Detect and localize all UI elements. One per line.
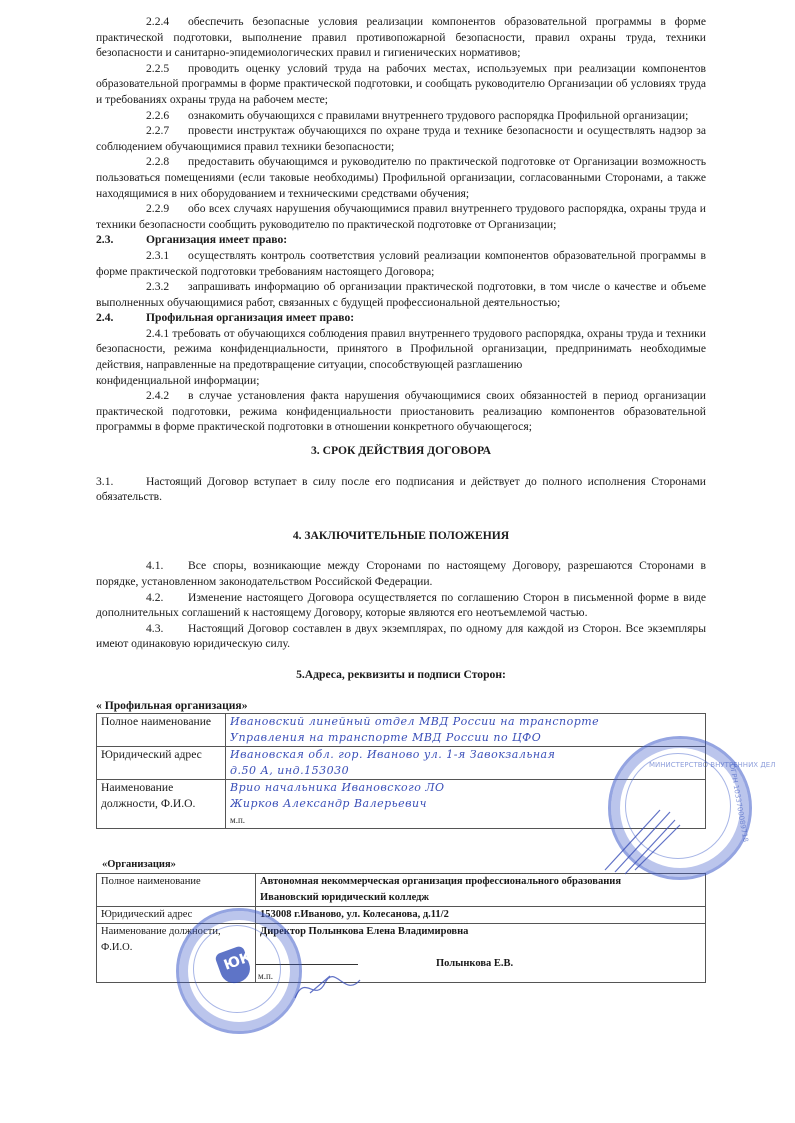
clause-2-4-1-tail: конфиденциальной информации; — [96, 373, 260, 387]
clause-4-3: 4.3. Настоящий Договор составлен в двух экземплярах, по одному для каждой из Сторон. Все экземпляры имеют одинаковую юридическую силу. — [96, 621, 706, 651]
row-value: 153008 г.Иваново, ул. Колесанова, д.11/2 — [256, 906, 706, 923]
heading-2-4: 2.4. Профильная организация имеет право: — [96, 311, 355, 325]
college-logo-icon: ЮК — [214, 945, 254, 987]
profile-org-label: « Профильная организация» — [96, 698, 248, 712]
org-label: «Организация» — [102, 859, 176, 871]
section-3-title: 3. СРОК ДЕЙСТВИЯ ДОГОВОРА — [311, 444, 491, 458]
row-label: Полное наименование — [97, 714, 226, 747]
contract-page — [96, 14, 706, 983]
seal-place-label: м.п. — [258, 970, 274, 981]
row-label: Юридический адрес — [97, 747, 226, 780]
clause-4-1: 4.1. Все споры, возникающие между Сторонами по настоящему Договору, разрешаются Сторонами в порядке, установленном законодательством Российской Федерации. — [96, 559, 706, 588]
clause-2-3-1: 2.3.1 осуществлять контроль соответствия условий реализации компонентов образовательной программы в форме практической подготовки требованиям настоящего Договора; — [96, 248, 706, 278]
row-value: Ивановский линейный отдел МВД России на транспорте Управления на транспорте МВД России по ЦФО — [226, 714, 706, 747]
row-label: Наименование должности, Ф.И.О. — [97, 923, 256, 982]
clause-2-2-5: 2.2.5 проводить оценку условий труда на рабочих местах, используемых при реализации компонентов образовательной программы в форме практической подготовки, и сообщать руководителю Организации об условиях труда и требованиях охраны труда на рабочем месте; — [96, 61, 706, 106]
clause-2-2-7: 2.2.7 провести инструктаж обучающихся по охране труда и технике безопасности и осуществлять надзор за соблюдением обучающимися правил техники безопасности; — [96, 124, 706, 153]
row-label: Наименование должности, Ф.И.О. — [97, 780, 226, 829]
profile-org-stamp-icon: МИНИСТЕРСТВО ВНУТРЕННИХ ДЕЛ ОГРН 1033700089718 — [608, 736, 752, 880]
heading-2-3: 2.3. Организация имеет право: — [96, 233, 288, 247]
row-value: Врио начальника Ивановского ЛО Жирков Александр Валерьевич м.п. — [226, 780, 706, 829]
clause-2-4-1: 2.4.1 требовать от обучающихся соблюдения правил внутреннего трудового распорядка, охраны труда и техники безопасности, режима конфиденциальности, принятого в Профильной организации, предпринимать необходимые действия, направленные на предотвращение ситуации, способствующей разглашению — [96, 326, 706, 372]
section-5-title: 5.Адреса, реквизиты и подписи Сторон: — [296, 667, 506, 681]
org-table — [96, 873, 706, 983]
table-row — [97, 747, 706, 780]
signer-name: Полынкова Е.В. — [436, 957, 514, 969]
table-row — [97, 873, 706, 906]
profile-org-table — [96, 713, 706, 829]
clause-2-4-2: 2.4.2 в случае установления факта нарушения обучающимися своих обязанностей в период организации практической подготовки, режима конфиденциальности приостановить реализацию компонентов образовательной программы в форме практической подготовки в отношении конкретного обучающегося; — [96, 389, 706, 434]
row-value: Ивановская обл. гор. Иваново ул. 1-я Завокзальная д.50 А, инд.153030 — [226, 747, 706, 780]
table-row — [97, 714, 706, 747]
row-label: Юридический адрес — [97, 906, 256, 923]
section-4-title: 4. ЗАКЛЮЧИТЕЛЬНЫЕ ПОЛОЖЕНИЯ — [292, 528, 510, 542]
clause-2-2-9: 2.2.9 обо всех случаях нарушения обучающимися правил внутреннего трудового распорядка, охраны труда и техники безопасности сообщить руководителю по практической подготовке от Организации; — [96, 202, 706, 231]
clause-4-2: 4.2. Изменение настоящего Договора осуществляется по соглашению Сторон в письменной форме в виде дополнительных соглашений к настоящему Договору, которые являются его неотъемлемой частью. — [96, 590, 706, 620]
clause-2-2-8: 2.2.8 предоставить обучающимся и руководителю по практической подготовке от Организации возможность пользоваться помещениями (если таковые необходимы) Профильной организации, согласованными Сторонами, а также находящимися в них оборудованием и техническими средствами обучения; — [96, 155, 706, 200]
table-row — [97, 923, 706, 982]
row-value: Директор Полынкова Елена Владимировна Полынкова Е.В. м.п. — [256, 923, 706, 982]
clause-2-2-6: 2.2.6 ознакомить обучающихся с правилами внутреннего трудового распорядка Профильной организации; — [146, 108, 689, 122]
clause-3-1: 3.1. Настоящий Договор вступает в силу после его подписания и действует до полного исполнения Сторонами обязательств. — [96, 474, 706, 504]
row-label: Полное наименование — [97, 873, 256, 906]
seal-place-label: м.п. — [230, 815, 246, 826]
signature-line — [256, 964, 358, 965]
table-row — [97, 906, 706, 923]
table-row — [97, 780, 706, 829]
clause-2-3-2: 2.3.2 запрашивать информацию об организации практической подготовки, в том числе о качестве и объеме выполненных обучающимися работ, связанных с будущей профессиональной деятельностью; — [96, 280, 706, 309]
row-value: Автономная некоммерческая организация профессионального образования Ивановский юридический колледж — [256, 873, 706, 906]
clause-2-2-4: 2.2.4 обеспечить безопасные условия реализации компонентов образовательной программы в форме практической подготовки, выполнение правил противопожарной безопасности, правил охраны труда, техники безопасности и санитарно-эпидемиологических правил и гигиенических нормативов; — [96, 15, 706, 60]
